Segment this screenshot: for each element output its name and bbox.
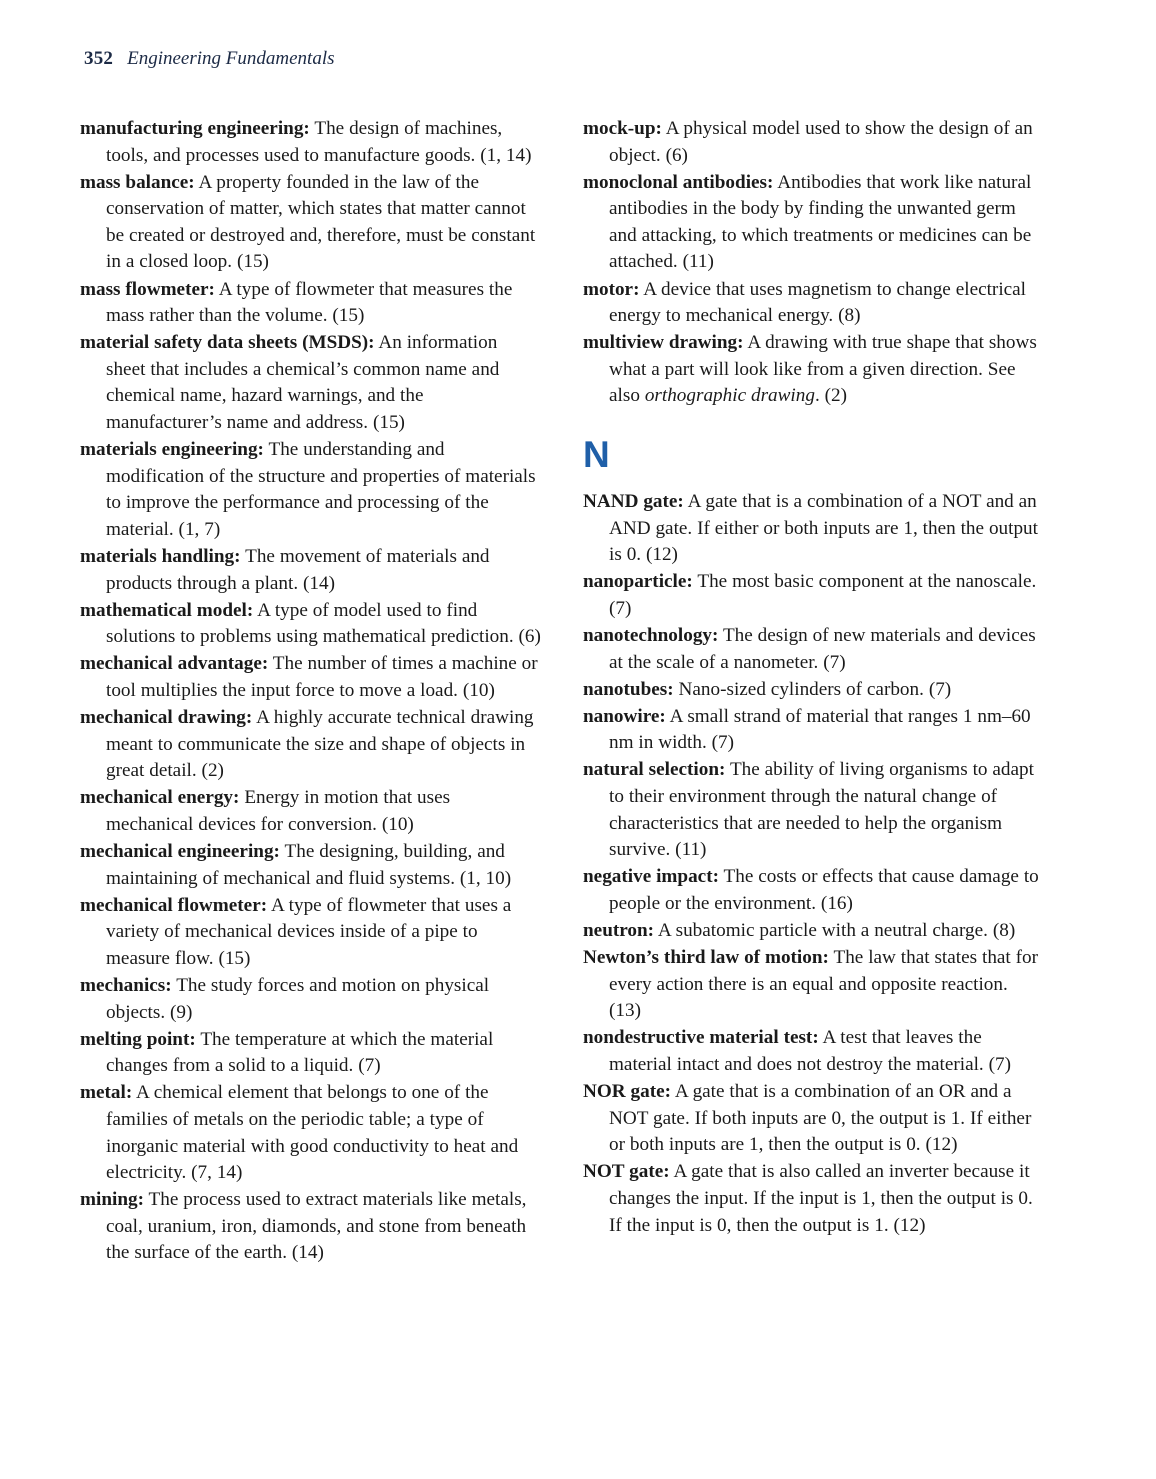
- entry-definition: An information sheet that includes a chemical’s common name and chemical name, hazard warnings, and the manufacturer’s name and address. (15): [106, 332, 500, 434]
- entry-term: materials engineering:: [80, 439, 264, 461]
- glossary-entry: [80, 973, 541, 1026]
- entry-term: melting point:: [80, 1028, 196, 1050]
- entry-term: mock-up:: [583, 118, 662, 139]
- glossary-entry: [583, 569, 1044, 622]
- glossary-entry: [80, 170, 541, 276]
- entry-term: NOR gate:: [583, 1081, 672, 1103]
- glossary-entry: [80, 705, 541, 785]
- glossary-entry: [583, 918, 1044, 945]
- entry-definition: A type of flowmeter that uses a variety of mechanical devices inside of a pipe to measure flow. (15): [106, 894, 512, 969]
- entry-cross-reference: orthographic drawing: [644, 385, 815, 407]
- left-column: [80, 116, 541, 1268]
- glossary-entry: [583, 1159, 1044, 1239]
- entry-definition: The process used to extract materials like metals, coal, uranium, iron, diamonds, and stone from beneath the surface of the earth. (14): [106, 1189, 527, 1264]
- glossary-entry: [80, 1187, 541, 1267]
- running-head: [84, 48, 1080, 70]
- entry-term: nanoparticle:: [583, 571, 693, 593]
- entry-definition: The study forces and motion on physical objects. (9): [106, 975, 490, 1023]
- glossary-entry: [80, 893, 541, 973]
- entry-definition: Nano-sized cylinders of carbon. (7): [673, 678, 952, 700]
- entry-term: multiview drawing:: [583, 332, 744, 354]
- entry-definition: The understanding and modification of the structure and properties of materials to improve the performance and processing of the material. (1, 7): [106, 439, 536, 540]
- letter-heading-n: N: [583, 434, 610, 476]
- entry-definition: A property founded in the law of the conservation of matter, which states that matter cannot be created or destroyed and, therefore, must be constant in a closed loop. (15): [106, 171, 536, 273]
- glossary-entry: [80, 277, 541, 330]
- entry-term: nanowire:: [583, 705, 666, 727]
- glossary-entry: [583, 116, 1044, 169]
- glossary-entry: [583, 1079, 1044, 1159]
- entry-definition: A type of flowmeter that measures the mass rather than the volume. (15): [106, 278, 513, 327]
- entry-term: mass flowmeter:: [80, 278, 215, 300]
- entry-term: mechanical advantage:: [80, 653, 269, 675]
- entry-term: neutron:: [583, 920, 655, 942]
- glossary-entry: [583, 757, 1044, 863]
- entry-definition: The law that states that for every action there is an equal and opposite reaction. (13): [609, 947, 1039, 1022]
- entry-definition: A physical model used to show the design of an object. (6): [609, 118, 1033, 166]
- glossary-entry: [80, 651, 541, 704]
- glossary-entry: [583, 277, 1044, 330]
- entry-definition: Energy in motion that uses mechanical devices for conversion. (10): [106, 787, 451, 835]
- glossary-entry: [583, 623, 1044, 676]
- glossary-entry: [80, 1027, 541, 1080]
- entry-definition: The designing, building, and maintaining of mechanical and fluid systems. (1, 10): [106, 841, 512, 889]
- glossary-entry: [80, 544, 541, 597]
- glossary-entry: [80, 116, 541, 169]
- entry-definition: The number of times a machine or tool multiplies the input force to move a load. (10): [106, 653, 538, 701]
- entry-definition: The costs or effects that cause damage to people or the environment. (16): [609, 866, 1039, 914]
- entry-definition: The ability of living organisms to adapt to their environment through the natural change of characteristics that are needed to help the organism survive. (11): [609, 759, 1034, 861]
- entry-term: mass balance:: [80, 171, 195, 193]
- entry-term: materials handling:: [80, 546, 241, 567]
- glossary-entry: [583, 677, 1044, 704]
- entry-definition: Antibodies that work like natural antibodies in the body by finding the unwanted germ and attacking, to which treatments or medicines can be attached. (11): [609, 171, 1032, 273]
- entry-term: negative impact:: [583, 866, 719, 888]
- entry-definition: The design of new materials and devices at the scale of a nanometer. (7): [609, 625, 1036, 673]
- glossary-entry: [583, 864, 1044, 917]
- glossary-entry: [583, 945, 1044, 1025]
- glossary-entry: [583, 489, 1044, 569]
- entry-definition: A gate that is also called an inverter because it changes the input. If the input is 1, then the output is 0. If the input is 0, then the output is 1. (12): [609, 1161, 1033, 1236]
- entry-term: mechanics:: [80, 975, 172, 996]
- entry-term: nanotubes:: [583, 678, 674, 700]
- entry-term: metal:: [80, 1082, 133, 1104]
- glossary-entry: [583, 170, 1044, 276]
- entry-definition: The most basic component at the nanoscale. (7): [609, 571, 1037, 619]
- glossary-entry: [583, 1025, 1044, 1078]
- glossary-entry: [80, 598, 541, 651]
- entry-term: mechanical flowmeter:: [80, 894, 268, 916]
- entry-term: material safety data sheets (MSDS):: [80, 332, 375, 354]
- entry-term: mathematical model:: [80, 599, 254, 621]
- glossary-entry-multiview: [583, 330, 1044, 410]
- entry-definition-part2: . (2): [814, 385, 848, 407]
- entry-term: Newton’s third law of motion:: [583, 947, 829, 969]
- entry-definition: A type of model used to find solutions to problems using mathematical prediction. (6): [106, 599, 541, 648]
- entry-term: mechanical engineering:: [80, 841, 280, 863]
- entry-definition: A gate that is a combination of a NOT and an AND gate. If either or both inputs are 1, then the output is 0. (12): [609, 491, 1038, 566]
- entry-term: manufacturing engineering:: [80, 118, 310, 139]
- glossary-entry: [80, 1080, 541, 1186]
- glossary-entry: [80, 330, 541, 436]
- entry-term: mining:: [80, 1189, 144, 1211]
- glossary-entry: [80, 437, 541, 543]
- entry-term: natural selection:: [583, 759, 726, 781]
- entry-term: NOT gate:: [583, 1161, 670, 1183]
- right-column: [583, 116, 1044, 1240]
- entry-definition: A small strand of material that ranges 1 nm–60 nm in width. (7): [609, 705, 1031, 754]
- entry-term: nondestructive material test:: [583, 1027, 819, 1049]
- entry-definition: The temperature at which the material changes from a solid to a liquid. (7): [106, 1028, 494, 1077]
- entry-definition-part1: A drawing with true shape that shows what a part will look like from a given direction. See also: [609, 332, 1037, 407]
- entry-term: mechanical drawing:: [80, 707, 253, 729]
- entry-definition: A test that leaves the material intact and does not destroy the material. (7): [609, 1027, 1011, 1075]
- entry-term: motor:: [583, 278, 640, 300]
- entry-definition: A highly accurate technical drawing meant to communicate the size and shape of objects in great detail. (2): [106, 707, 534, 782]
- glossary-entry: [583, 704, 1044, 757]
- entry-term: monoclonal antibodies:: [583, 171, 774, 193]
- entry-term: mechanical energy:: [80, 787, 240, 809]
- glossary-entry: [80, 785, 541, 838]
- entry-definition: The design of machines, tools, and processes used to manufacture goods. (1, 14): [106, 118, 532, 166]
- entry-definition: A gate that is a combination of an OR and a NOT gate. If both inputs are 0, the output is 1. If either or both inputs are 1, then the output is 0. (12): [609, 1081, 1032, 1156]
- entry-definition: A subatomic particle with a neutral charge. (8): [654, 920, 1016, 942]
- entry-definition: A chemical element that belongs to one of the families of metals on the periodic table; a type of inorganic material with good conductivity to heat and electricity. (7, 14): [106, 1082, 519, 1184]
- entry-definition: A device that uses magnetism to change electrical energy to mechanical energy. (8): [609, 278, 1027, 327]
- glossary-entry: [80, 839, 541, 892]
- book-title: Engineering Fundamentals: [127, 48, 335, 69]
- page-number: 352: [84, 48, 114, 69]
- entry-definition: The movement of materials and products through a plant. (14): [106, 546, 490, 594]
- entry-term: nanotechnology:: [583, 625, 719, 646]
- entry-term: NAND gate:: [583, 491, 684, 513]
- glossary-columns: [80, 116, 1080, 1268]
